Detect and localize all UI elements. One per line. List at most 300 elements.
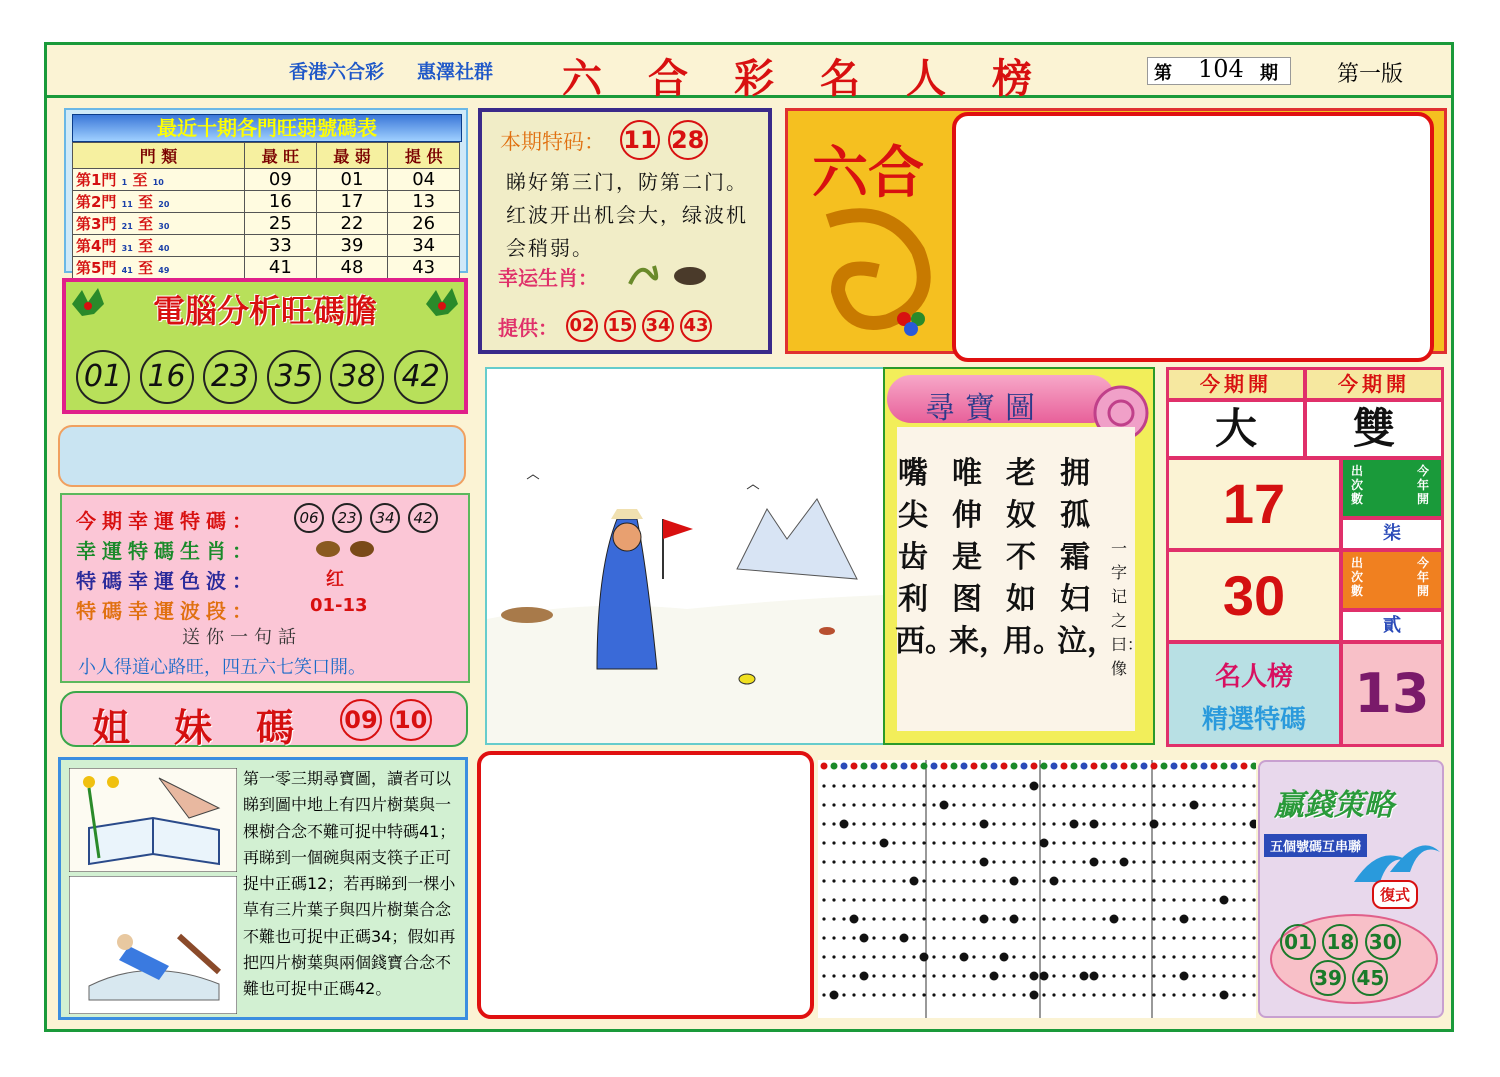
grid-dot [892,974,895,977]
sister-number-group [340,699,432,741]
grid-dot [932,955,935,958]
give-numbers [566,310,712,342]
table-row [73,169,460,191]
grid-dot [862,898,865,901]
grid-dot [1202,841,1205,844]
grid-dot [912,784,915,787]
grid-dot [940,801,949,810]
grid-dot [1012,974,1015,977]
grid-dot [1102,936,1105,939]
grid-dot [842,879,845,882]
zodiac-label: 幸运生肖： [498,266,598,290]
grid-dot [1102,955,1105,958]
number-ball: 38 [330,350,384,404]
grid-dot [1192,993,1195,996]
dot-matrix-graphic [818,760,1256,1018]
number-ball: 43 [680,310,712,342]
grid-dot [1042,936,1045,939]
grid-dot [1152,841,1155,844]
grid-dot [1252,936,1255,939]
grid-dot [1072,917,1075,920]
header-dot [1061,763,1068,770]
header-dot [1041,763,1048,770]
grid-dot [1152,917,1155,920]
col-header: 門 類 [73,143,245,169]
grid-dot [990,972,999,981]
cold-cell: 22 [316,213,388,235]
grid-dot [952,898,955,901]
grid-dot [1162,993,1165,996]
grid-dot [1252,917,1255,920]
grid-dot [1192,784,1195,787]
number-ball: 34 [642,310,674,342]
header-dot [941,763,948,770]
grid-dot [822,879,825,882]
org-name: 香港六合彩 [289,61,385,83]
range-to-word: 至 [138,215,154,233]
grid-dot [932,841,935,844]
hot-cold-table [72,142,460,279]
range-to: 30 [158,222,170,231]
grid-dot [872,917,875,920]
grid-dot [1042,803,1045,806]
header-dot [1111,763,1118,770]
grid-dot [1072,879,1075,882]
grid-dot [960,953,969,962]
grid-dot [842,936,845,939]
grid-dot [1062,936,1065,939]
grid-dot [832,974,835,977]
grid-dot [1052,974,1055,977]
grid-dot [942,955,945,958]
grid-dot [992,879,995,882]
fame-subtitle: 精選特碼 [1201,705,1306,735]
computer-title: 電腦分析旺碼膽 [152,292,377,330]
grid-dot [1172,936,1175,939]
grid-dot [980,820,989,829]
grid-dot [1112,898,1115,901]
grid-dot [882,784,885,787]
grid-dot [1242,841,1245,844]
grid-dot [972,879,975,882]
grid-dot [972,993,975,996]
grid-dot [1222,879,1225,882]
grid-dot [1212,917,1215,920]
number-ball: 10 [390,699,432,741]
door-label: 第4門 [76,237,117,255]
big-number: 17 [1222,472,1286,535]
grid-dot [1212,993,1215,996]
header-dot [981,763,988,770]
grid-dot [912,822,915,825]
grid-dot [942,841,945,844]
grid-dot [902,898,905,901]
grid-dot [980,858,989,867]
grid-dot [1232,860,1235,863]
grid-dot [972,860,975,863]
grid-dot [872,936,875,939]
grid-dot [932,879,935,882]
grid-dot [1172,974,1175,977]
header-dot [1131,763,1138,770]
grid-dot [832,898,835,901]
grid-dot [872,898,875,901]
header-dot [1161,763,1168,770]
grid-dot [1222,936,1225,939]
grid-dot [942,860,945,863]
grid-dot [880,839,889,848]
blank-panel [58,425,466,487]
dot-field [821,763,1257,1000]
table-row [73,257,460,279]
grid-dot [840,820,849,829]
value-cell [1304,399,1444,459]
grid-dot [1032,917,1035,920]
grid-dot [1142,803,1145,806]
grid-dot [962,917,965,920]
grid-dot [1002,917,1005,920]
header-dot [971,763,978,770]
grid-dot [852,974,855,977]
grid-dot [942,917,945,920]
grid-dot [1212,841,1215,844]
grid-dot [932,993,935,996]
grid-dot [892,784,895,787]
grid-dot [1142,917,1145,920]
number-ball: 01 [1280,924,1316,960]
grid-dot [932,898,935,901]
header-dot [1201,763,1208,770]
grid-dot [882,860,885,863]
grid-dot [1232,993,1235,996]
grid-dot [1162,936,1165,939]
grid-dot [852,803,855,806]
grid-dot [992,803,995,806]
grid-dot [1040,839,1049,848]
range-to: 49 [158,266,170,275]
grid-dot [902,974,905,977]
grid-dot [1122,917,1125,920]
saying-title: 送你一句話 [182,627,302,648]
grid-dot [1252,879,1255,882]
grid-dot [1192,955,1195,958]
grid-dot [1052,803,1055,806]
grid-dot [1132,784,1135,787]
grid-dot [1082,803,1085,806]
grid-dot [1152,955,1155,958]
tema-label: 本期特码： [500,130,605,154]
grid-dot [1002,974,1005,977]
grid-dot [1222,784,1225,787]
grid-dot [892,993,895,996]
grid-dot [1082,879,1085,882]
grid-dot [1232,898,1235,901]
grid-dot [832,917,835,920]
number-ball: 35 [267,350,321,404]
grid-dot [1172,841,1175,844]
grid-dot [822,898,825,901]
grid-dot [862,879,865,882]
grid-dot [1092,955,1095,958]
grid-dot [1192,898,1195,901]
grid-dot [1180,915,1189,924]
grid-dot [852,898,855,901]
grid-dot [832,803,835,806]
grid-dot [822,993,825,996]
grid-dot [1032,822,1035,825]
grid-dot [1172,879,1175,882]
grid-dot [962,803,965,806]
grid-dot [1102,860,1105,863]
give-cell: 04 [388,169,460,191]
number-ball: 45 [1352,960,1388,996]
grid-dot [992,860,995,863]
grid-dot [1002,860,1005,863]
grid-dot [902,822,905,825]
header-dot [901,763,908,770]
grid-dot [1242,860,1245,863]
header-label: 今期開 [1338,372,1410,396]
grid-dot [862,784,865,787]
grid-dot [1132,860,1135,863]
grid-dot [872,822,875,825]
number-ball: 39 [1310,960,1346,996]
hot-cell: 25 [245,213,317,235]
grid-dot [1052,860,1055,863]
fame-cell [1166,641,1342,747]
grid-dot [1072,860,1075,863]
grid-dot [1192,841,1195,844]
header-dot [1181,763,1188,770]
grid-dot [1022,936,1025,939]
grid-dot [1222,803,1225,806]
grid-dot [892,803,895,806]
grid-dot [1252,784,1255,787]
grid-dot [1232,822,1235,825]
computer-numbers [76,350,456,404]
explanation-panel [58,757,468,1020]
grid-dot [1252,803,1255,806]
grid-dot [1212,879,1215,882]
grid-dot [1212,974,1215,977]
grid-dot [862,917,865,920]
issue-number: 104 [1198,55,1244,83]
grid-dot [1162,955,1165,958]
grid-dot [832,879,835,882]
grid-dot [1032,879,1035,882]
grid-dot [1182,879,1185,882]
grid-dot [832,860,835,863]
grid-dot [1162,974,1165,977]
grid-dot [1062,917,1065,920]
grid-dot [872,860,875,863]
grid-dot [902,917,905,920]
grid-dot [1232,841,1235,844]
grid-dot [1182,822,1185,825]
grid-dot [1112,784,1115,787]
grid-dot [1030,972,1039,981]
grid-dot [952,784,955,787]
grid-dot [1032,936,1035,939]
grid-dot [952,803,955,806]
header-dot [871,763,878,770]
grid-dot [992,822,995,825]
poem-column: 老奴不如用。 [1003,456,1063,659]
grid-dot [1252,841,1255,844]
door-label: 第3門 [76,215,117,233]
grid-dot [1132,898,1135,901]
grid-dot [1082,860,1085,863]
range-to-word: 至 [138,193,154,211]
number-ball: 01 [76,350,130,404]
grid-dot [982,803,985,806]
grid-dot [992,936,995,939]
grid-dot [1082,822,1085,825]
grid-dot [1022,803,1025,806]
grid-dot [1242,993,1245,996]
grid-dot [1162,898,1165,901]
grid-dot [1042,860,1045,863]
edition: 第一版 [1337,62,1404,87]
header-dot [1141,763,1148,770]
grid-dot [1042,784,1045,787]
range-from: 11 [121,200,133,209]
grid-dot [1090,820,1099,829]
header-dot [831,763,838,770]
grid-dot [1182,841,1185,844]
grid-dot [892,898,895,901]
grid-dot [882,822,885,825]
grid-dot [1022,974,1025,977]
number-cell [1166,457,1342,551]
grid-dot [1112,822,1115,825]
table-row [73,213,460,235]
grid-dot [912,993,915,996]
grid-dot [852,936,855,939]
grid-dot [1002,993,1005,996]
grid-dot [822,955,825,958]
grid-dot [1182,898,1185,901]
grid-dot [1252,898,1255,901]
grid-dot [1112,879,1115,882]
grid-dot [952,822,955,825]
strategy-subtitle: 五個號碼互串聯 [1264,834,1367,857]
grid-dot [822,822,825,825]
grid-dot [1212,936,1215,939]
grid-dot [1192,917,1195,920]
computer-analysis-panel [62,278,468,414]
grid-dot [972,803,975,806]
cold-cell: 17 [316,191,388,213]
grid-dot [1202,803,1205,806]
grid-dot [1212,898,1215,901]
header-dot [1071,763,1078,770]
grid-dot [1012,803,1015,806]
grid-dot [1042,955,1045,958]
grid-dot [922,917,925,920]
grid-dot [1142,898,1145,901]
range-to-word: 至 [138,259,154,277]
grid-dot [1032,803,1035,806]
count-tag-cell [1340,549,1444,611]
grid-dot [852,784,855,787]
header-dot [1101,763,1108,770]
grid-dot [902,803,905,806]
header-dot [1241,763,1248,770]
grid-dot [842,955,845,958]
main-illustration [485,367,885,745]
grid-dot [952,955,955,958]
grid-dot [842,803,845,806]
grid-dot [992,993,995,996]
table-row [73,235,460,257]
explanation-text: 第一零三期尋寶圖，讀者可以睇到圖中地上有四片樹葉與一棵樹合念不難可捉中特碼41；再睇到一個碗與兩支筷子正可捉中正碼12；若再睇到一棵小草有三片葉子與四片樹葉合念不難也可捉中正碼34；假如再把四片樹葉與兩個錢寶合念不難也可捉中正碼42。 [243,769,456,999]
grid-dot [1252,993,1255,996]
grid-dot [1122,879,1125,882]
grid-dot [1122,936,1125,939]
grid-dot [1252,860,1255,863]
strategy-title: 贏錢策略 [1274,788,1394,823]
header-dot [891,763,898,770]
grid-dot [852,993,855,996]
grid-dot [1232,803,1235,806]
header-dot [1221,763,1228,770]
grid-dot [1242,898,1245,901]
grid-dot [1030,991,1039,1000]
grid-dot [1152,936,1155,939]
grid-dot [1062,993,1065,996]
dot-matrix [818,760,1256,1018]
lucky-zodiac-label: 幸運特碼生肖： [76,539,258,563]
grid-dot [982,993,985,996]
grid-dot [1132,974,1135,977]
grid-dot [912,803,915,806]
grid-dot [842,917,845,920]
grid-dot [822,841,825,844]
grid-dot [842,841,845,844]
grid-dot [1102,898,1105,901]
grid-dot [1132,803,1135,806]
grid-dot [1202,917,1205,920]
grid-dot [1242,784,1245,787]
grid-dot [1002,898,1005,901]
grid-dot [842,898,845,901]
grid-dot [852,955,855,958]
grid-dot [972,898,975,901]
liuhe-text: 六合 [812,140,924,206]
grid-dot [1112,860,1115,863]
strategy-panel [1258,760,1444,1018]
grid-dot [1132,841,1135,844]
header-dot [1151,763,1158,770]
grid-dot [862,955,865,958]
grid-dot [1242,879,1245,882]
lucky-range-label: 特碼幸運波段： [76,599,258,623]
grid-dot [1222,917,1225,920]
grid-dot [1022,860,1025,863]
grid-dot [980,915,989,924]
grid-dot [982,784,985,787]
grid-dot [1080,972,1089,981]
grid-dot [1242,917,1245,920]
range-to-word: 至 [138,237,154,255]
grid-dot [1052,993,1055,996]
grid-dot [1042,879,1045,882]
lucky-numbers [294,503,438,533]
grid-dot [1142,993,1145,996]
hot-cell: 41 [245,257,317,279]
col-header: 最 旺 [245,143,317,169]
